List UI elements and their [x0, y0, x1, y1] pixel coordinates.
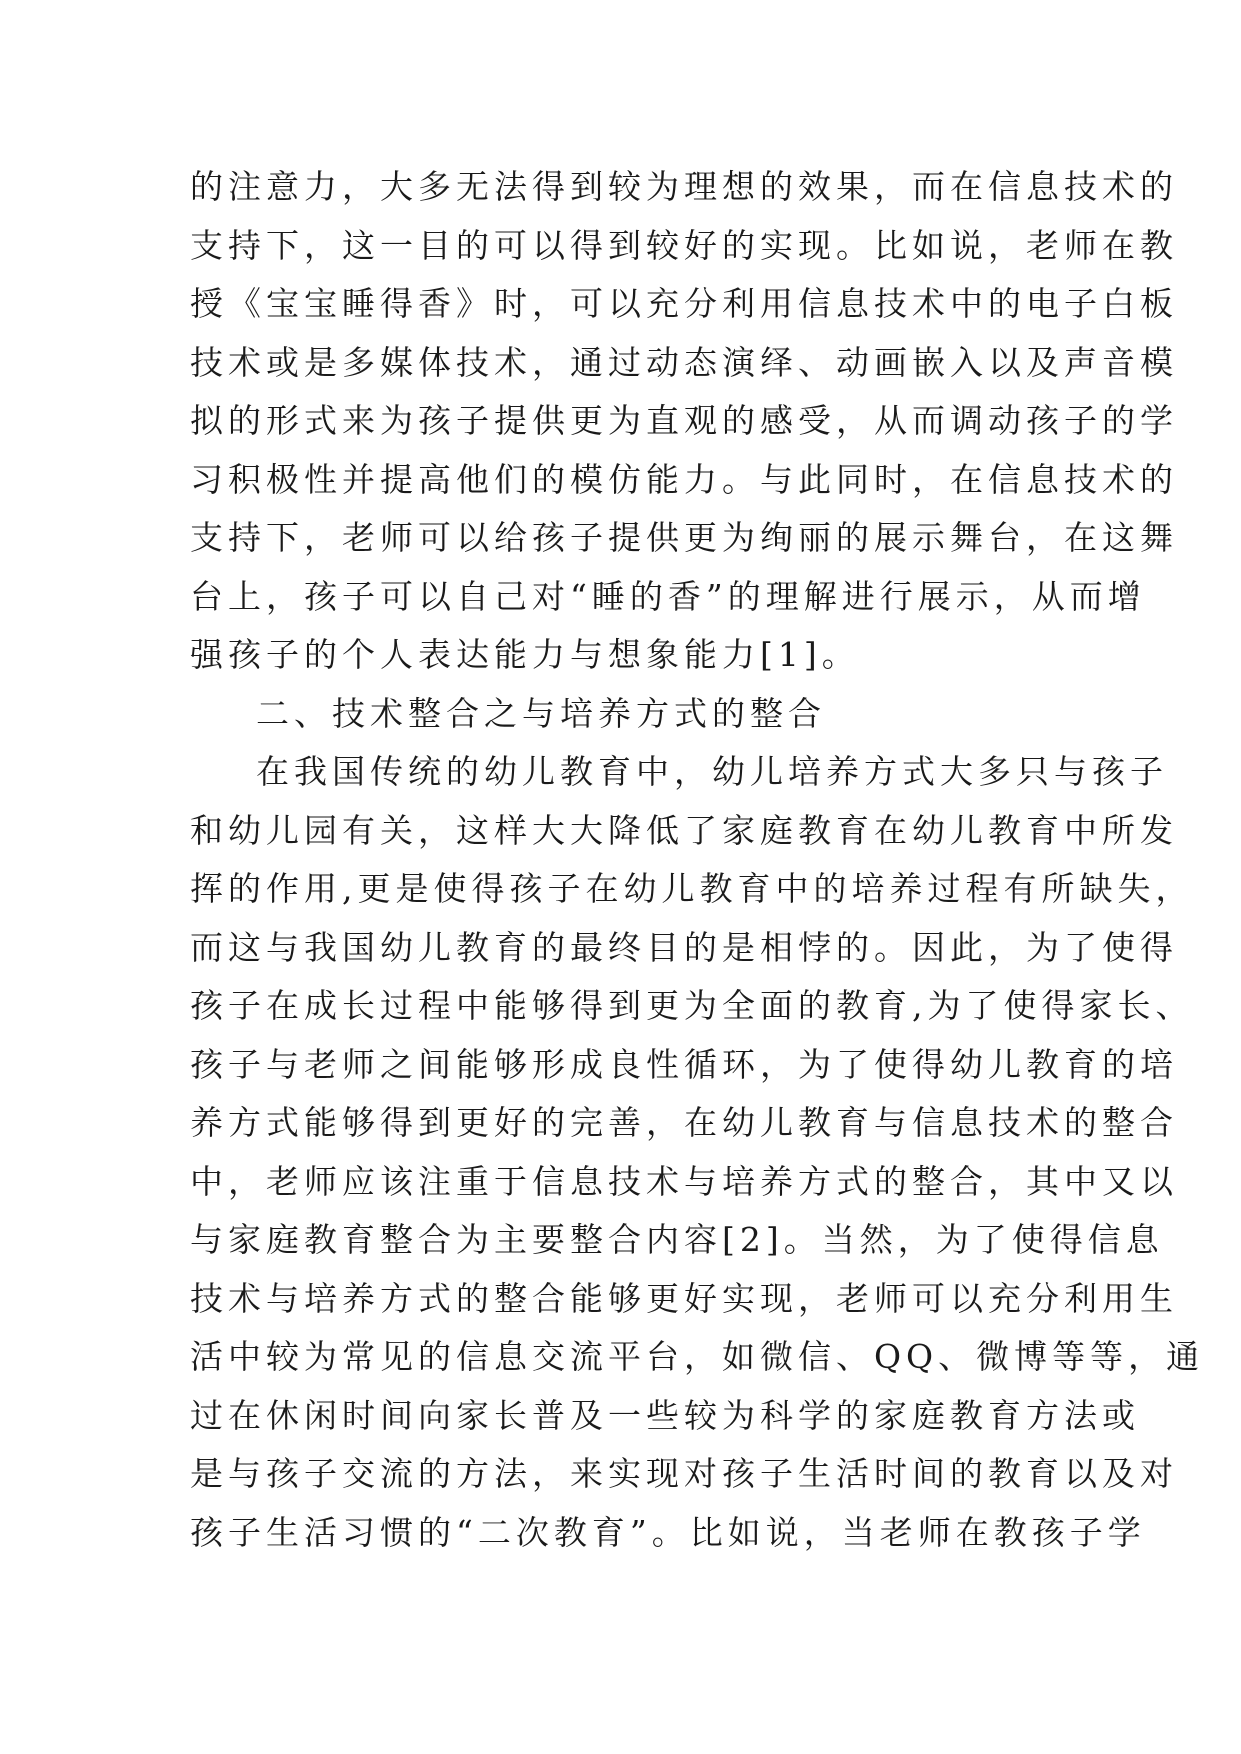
paragraph-2-line: 与家庭教育整合为主要整合内容[2]。当然，为了使得信息 [190, 1220, 1164, 1259]
paragraph-2-line: 和幼儿园有关，这样大大降低了家庭教育在幼儿教育中所发 [190, 810, 1178, 850]
section-heading: 二、技术整合之与培养方式的整合 [256, 693, 826, 733]
paragraph-2-line: 在我国传统的幼儿教育中，幼儿培养方式大多只与孩子 [256, 752, 1168, 791]
paragraph-2-line: 中，老师应该注重于信息技术与培养方式的整合，其中又以 [190, 1161, 1178, 1201]
paragraph-1-line: 拟的形式来为孩子提供更为直观的感受，从而调动孩子的学 [190, 401, 1178, 440]
paragraph-2-line: 过在休闲时间向家长普及一些较为科学的家庭教育方法或 [190, 1395, 1140, 1435]
paragraph-1-line: 技术或是多媒体技术，通过动态演绎、动画嵌入以及声音模 [190, 342, 1178, 382]
paragraph-2-line: 孩子生活习惯的“二次教育”。比如说，当老师在教孩子学 [190, 1512, 1146, 1552]
paragraph-1-line: 强孩子的个人表达能力与想象能力[1]。 [190, 635, 860, 674]
paragraph-1-line: 的注意力，大多无法得到较为理想的效果，而在信息技术的 [190, 167, 1178, 206]
paragraph-1-line: 支持下，这一目的可以得到较好的实现。比如说，老师在教 [190, 225, 1178, 265]
paragraph-2-line: 孩子与老师之间能够形成良性循环，为了使得幼儿教育的培 [190, 1044, 1178, 1084]
paragraph-1-line: 台上，孩子可以自己对“睡的香”的理解进行展示，从而增 [190, 576, 1146, 616]
document-body [190, 158, 1205, 1562]
paragraph-2-line: 是与孩子交流的方法，来实现对孩子生活时间的教育以及对 [190, 1454, 1178, 1493]
paragraph-1-line: 支持下，老师可以给孩子提供更为绚丽的展示舞台，在这舞 [190, 518, 1178, 557]
paragraph-2-line: 而这与我国幼儿教育的最终目的是相悖的。因此，为了使得 [190, 927, 1178, 967]
paragraph-1-line: 授《宝宝睡得香》时，可以充分利用信息技术中的电子白板 [190, 284, 1178, 323]
paragraph-2-line: 养方式能够得到更好的完善，在幼儿教育与信息技术的整合 [190, 1103, 1178, 1142]
paragraph-2-line: 技术与培养方式的整合能够更好实现，老师可以充分利用生 [190, 1278, 1178, 1318]
paragraph-2-line: 活中较为常见的信息交流平台，如微信、QQ、微博等等，通 [190, 1337, 1205, 1376]
paragraph-1-line: 习积极性并提高他们的模仿能力。与此同时，在信息技术的 [190, 459, 1178, 499]
paragraph-2-line: 挥的作用,更是使得孩子在幼儿教育中的培养过程有所缺失， [190, 869, 1194, 908]
paragraph-2-line: 孩子在成长过程中能够得到更为全面的教育,为了使得家长、 [190, 986, 1194, 1025]
